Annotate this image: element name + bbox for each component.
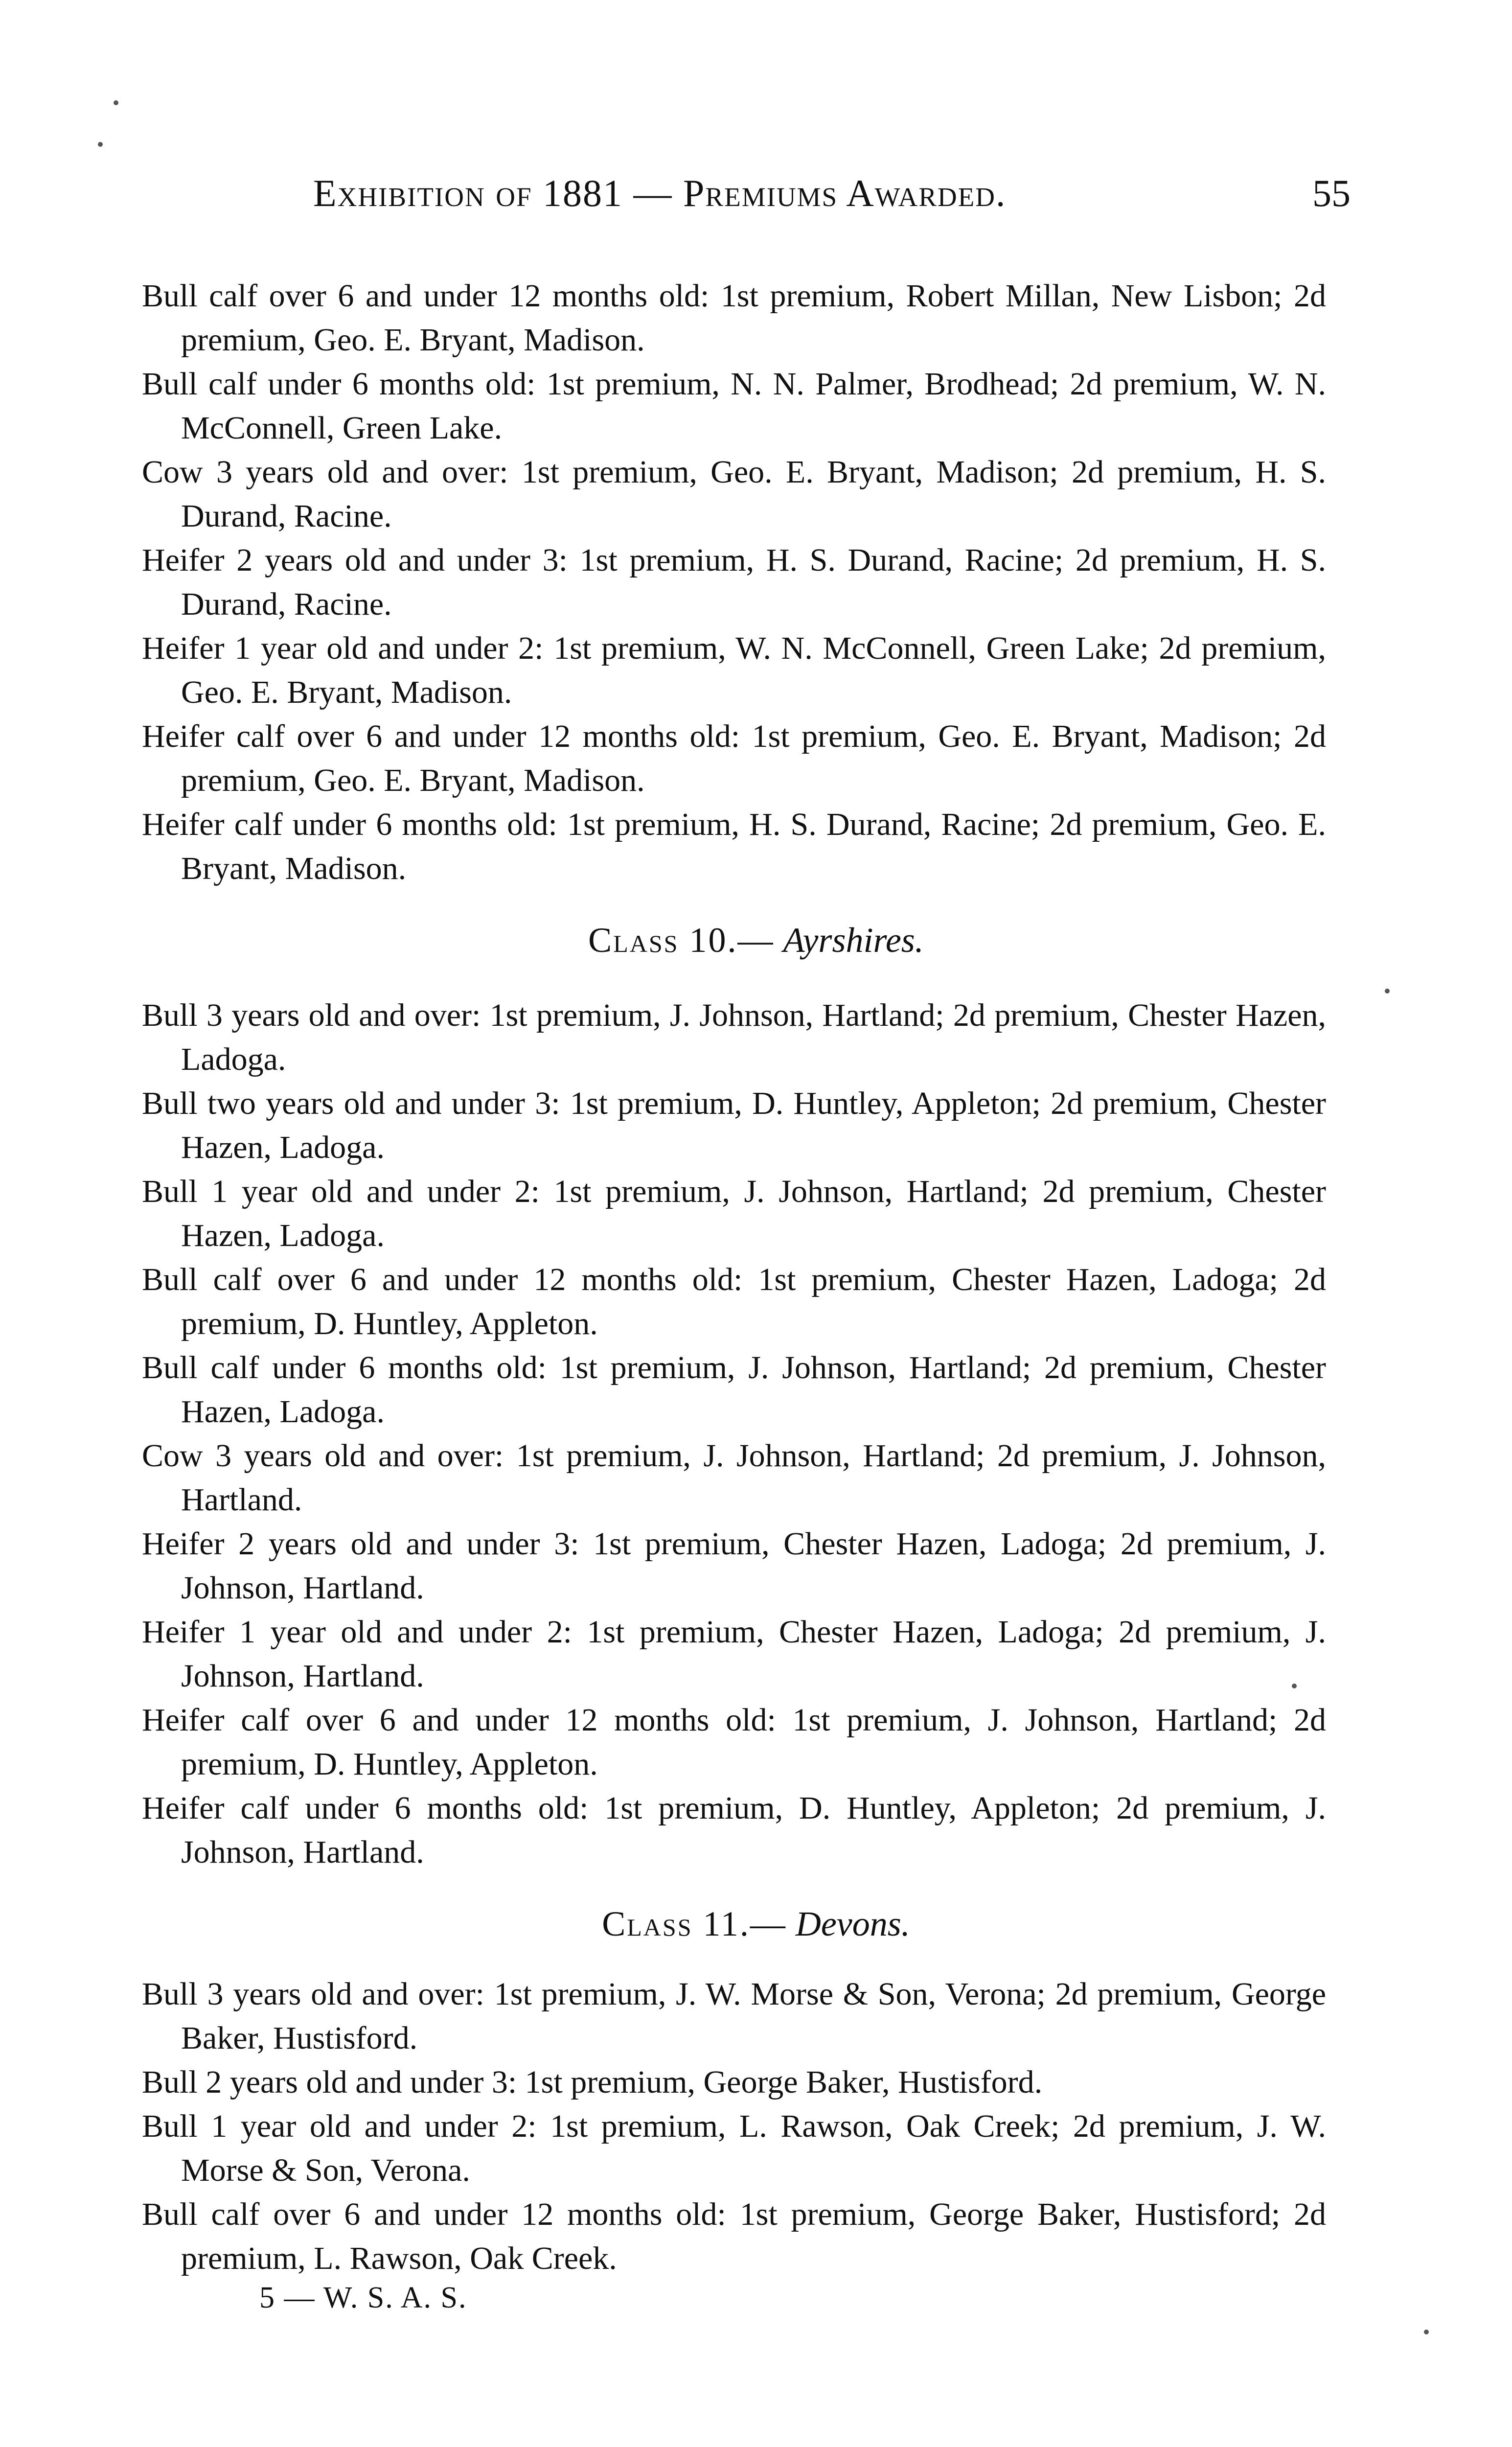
premium-entry: Bull calf over 6 and under 12 months old: 1st premium, Chester Hazen, Ladoga; 2d premium, D. Huntley, Appleton. — [142, 1262, 1326, 1341]
premium-entry: Bull 3 years old and over: 1st premium, J. W. Morse & Son, Verona; 2d premium, George Baker, Hustisford. — [142, 1976, 1326, 2056]
class-11-heading — [0, 1904, 1512, 1944]
scan-speck — [98, 142, 103, 147]
class-11-breed: Devons. — [795, 1904, 910, 1943]
class-11-label: Class 11.— — [602, 1904, 787, 1943]
page-number: 55 — [1312, 172, 1351, 214]
premium-entry: Cow 3 years old and over: 1st premium, J. Johnson, Hartland; 2d premium, J. Johnson, Hartland. — [142, 1438, 1326, 1518]
premium-entry: Heifer 1 year old and under 2: 1st premium, W. N. McConnell, Green Lake; 2d premium, Geo. E. Bryant, Madison. — [142, 630, 1326, 710]
class-10-breed: Ayrshires. — [783, 921, 924, 960]
scan-speck — [114, 100, 118, 105]
scan-speck — [1292, 1684, 1297, 1688]
scan-speck — [1385, 989, 1390, 993]
premium-entry: Bull calf over 6 and under 12 months old: 1st premium, Robert Millan, New Lisbon; 2d premium, Geo. E. Bryant, Madison. — [142, 278, 1326, 358]
premium-entry: Heifer 2 years old and under 3: 1st premium, H. S. Durand, Racine; 2d premium, H. S. Durand, Racine. — [142, 542, 1326, 622]
premium-entry: Bull calf under 6 months old: 1st premium, J. Johnson, Hartland; 2d premium, Chester Hazen, Ladoga. — [142, 1350, 1326, 1430]
premium-entry: Heifer calf over 6 and under 12 months old: 1st premium, Geo. E. Bryant, Madison; 2d premium, Geo. E. Bryant, Madison. — [142, 718, 1326, 798]
class-10-heading — [0, 920, 1512, 961]
running-title: Exhibition of 1881 — Premiums Awarded. — [313, 172, 1007, 214]
shorthorns-continued-list — [142, 274, 1326, 891]
running-head — [313, 171, 1351, 230]
premium-entry: Bull 3 years old and over: 1st premium, J. Johnson, Hartland; 2d premium, Chester Hazen, Ladoga. — [142, 997, 1326, 1077]
premium-entry: Heifer 2 years old and under 3: 1st premium, Chester Hazen, Ladoga; 2d premium, J. Johnson, Hartland. — [142, 1526, 1326, 1606]
premium-entry: Bull 1 year old and under 2: 1st premium, L. Rawson, Oak Creek; 2d premium, J. W. Morse & Son, Verona. — [142, 2108, 1326, 2188]
premium-entry: Bull 1 year old and under 2: 1st premium, J. Johnson, Hartland; 2d premium, Chester Hazen, Ladoga. — [142, 1174, 1326, 1253]
class-10-entries — [142, 993, 1326, 1874]
premium-entry: Bull calf over 6 and under 12 months old: 1st premium, George Baker, Hustisford; 2d premium, L. Rawson, Oak Creek. — [142, 2196, 1326, 2276]
premium-entry: Bull 2 years old and under 3: 1st premium, George Baker, Hustisford. — [142, 2064, 1043, 2100]
signature-mark: 5 — W. S. A. S. — [259, 2281, 467, 2314]
premium-entry: Heifer 1 year old and under 2: 1st premium, Chester Hazen, Ladoga; 2d premium, J. Johnson, Hartland. — [142, 1614, 1326, 1694]
premium-entry: Heifer calf under 6 months old: 1st premium, H. S. Durand, Racine; 2d premium, Geo. E. Bryant, Madison. — [142, 807, 1326, 886]
scan-speck — [1424, 2330, 1429, 2334]
premium-entry: Heifer calf over 6 and under 12 months old: 1st premium, J. Johnson, Hartland; 2d premium, D. Huntley, Appleton. — [142, 1702, 1326, 1782]
class-10-label: Class 10.— — [588, 921, 775, 960]
class-11-entries — [142, 1972, 1326, 2281]
premium-entry: Bull calf under 6 months old: 1st premium, N. N. Palmer, Brodhead; 2d premium, W. N. McConnell, Green Lake. — [142, 366, 1326, 446]
premium-entry: Heifer calf under 6 months old: 1st premium, D. Huntley, Appleton; 2d premium, J. Johnson, Hartland. — [142, 1790, 1326, 1870]
premium-entry: Bull two years old and under 3: 1st premium, D. Huntley, Appleton; 2d premium, Chester Hazen, Ladoga. — [142, 1085, 1326, 1165]
premium-entry: Cow 3 years old and over: 1st premium, Geo. E. Bryant, Madison; 2d premium, H. S. Durand, Racine. — [142, 454, 1326, 534]
